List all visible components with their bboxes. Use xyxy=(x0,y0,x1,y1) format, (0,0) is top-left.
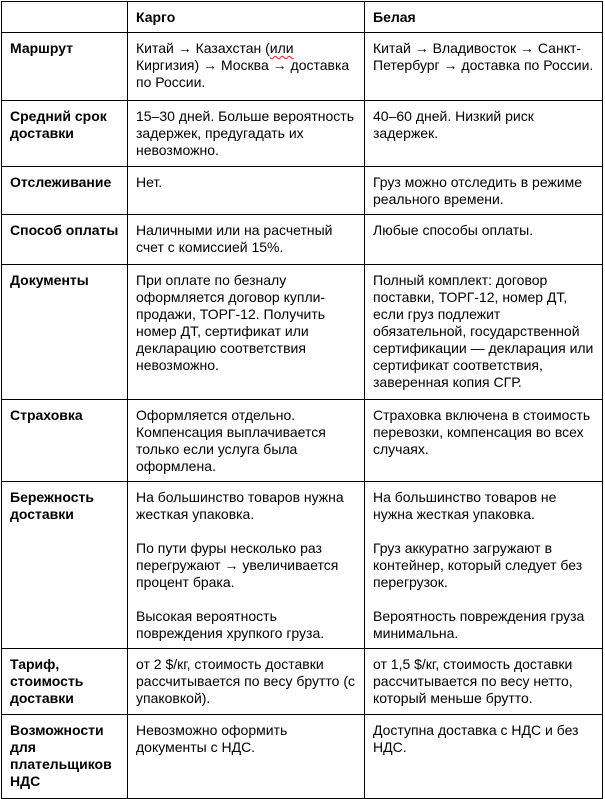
white-care-paragraph-3: Вероятность повреждения груза минимальна. xyxy=(373,608,585,641)
cargo-care-paragraph-2: По пути фуры несколько раз перегружают → увеличивается процент брака. xyxy=(136,540,339,590)
cargo-cell-route xyxy=(128,33,365,101)
header-corner-cell xyxy=(2,2,128,33)
cargo-vat-text: Невозможно оформить документы с НДС. xyxy=(136,722,288,755)
cargo-tariff-text: от 2 $/кг, стоимость доставки рассчитывается по весу брутто (с упаковкой). xyxy=(136,656,355,706)
cargo-care-paragraph-1: На большинство товаров нужна жесткая упаковка. xyxy=(136,489,344,522)
white-care-paragraph-2: Груз аккуратно загружают в контейнер, который следует без перегрузок. xyxy=(373,540,583,590)
cargo-cell-payment xyxy=(128,215,365,265)
white-vat-text: Доступна доставка с НДС и без НДС. xyxy=(373,722,579,755)
row-label-delivery-time: Средний срок доставки xyxy=(2,101,128,167)
cargo-cell-care xyxy=(128,482,365,649)
white-care-paragraph-1: На большинство товаров не нужна жесткая упаковка. xyxy=(373,489,557,522)
header-cargo-cell: Карго xyxy=(128,2,365,33)
table-row-route xyxy=(2,33,603,101)
row-label-care: Бережность доставки xyxy=(2,482,128,649)
row-label-tracking: Отслеживание xyxy=(2,167,128,215)
white-payment-text: Любые способы оплаты. xyxy=(373,222,534,238)
table-row-care xyxy=(2,482,603,649)
cargo-cell-vat xyxy=(128,715,365,799)
white-insurance-text: Страховка включена в стоимость перевозки, компенсация во всех случаях. xyxy=(373,407,591,457)
cargo-route-text-2: Киргизия) → Москва → доставка по России. xyxy=(136,57,350,90)
table-row-payment xyxy=(2,215,603,265)
table-row-delivery-time xyxy=(2,101,603,167)
white-cell-insurance xyxy=(365,400,603,482)
row-label-insurance: Страховка xyxy=(2,400,128,482)
header-row xyxy=(2,2,603,33)
table-row-vat xyxy=(2,715,603,799)
cargo-documents-text: При оплате по безналу оформляется договор купли-продажи, ТОРГ-12. Получить номер ДТ, сертификат или декларацию соответствия невозможно. xyxy=(136,272,326,373)
white-cell-delivery-time xyxy=(365,101,603,167)
cargo-insurance-text: Оформляется отдельно. Компенсация выплачивается только если услуга была оформлена. xyxy=(136,407,326,474)
cargo-vs-white-comparison-table xyxy=(1,1,603,799)
cargo-cell-documents xyxy=(128,265,365,400)
cargo-care-paragraph-3: Высокая вероятность повреждения хрупкого груза. xyxy=(136,608,325,641)
white-cell-tariff xyxy=(365,649,603,715)
row-label-route: Маршрут xyxy=(2,33,128,101)
table-row-insurance xyxy=(2,400,603,482)
row-label-tariff: Тариф, стоимость доставки xyxy=(2,649,128,715)
header-white-cell: Белая xyxy=(365,2,603,33)
cargo-route-spellcheck-word: или xyxy=(269,40,294,56)
table-row-documents xyxy=(2,265,603,400)
cargo-cell-insurance xyxy=(128,400,365,482)
cargo-tracking-text: Нет. xyxy=(136,174,163,190)
cargo-cell-delivery-time xyxy=(128,101,365,167)
white-cell-route xyxy=(365,33,603,101)
white-cell-tracking xyxy=(365,167,603,215)
white-cell-payment xyxy=(365,215,603,265)
cargo-payment-text: Наличными или на расчетный счет с комиссией 15%. xyxy=(136,222,333,255)
white-documents-text: Полный комплект: договор поставки, ТОРГ-12, номер ДТ, если груз подлежит обязательной, государственной сертификации — декларация или сертификат соответствия, заверенная копия СГР. xyxy=(373,272,594,390)
table-row-tariff xyxy=(2,649,603,715)
cargo-delivery-time-text: 15–30 дней. Больше вероятность задержек, предугадать их невозможно. xyxy=(136,108,354,158)
row-label-payment: Способ оплаты xyxy=(2,215,128,265)
white-cell-vat xyxy=(365,715,603,799)
cargo-cell-tariff xyxy=(128,649,365,715)
white-cell-care xyxy=(365,482,603,649)
white-cell-documents xyxy=(365,265,603,400)
cargo-route-text-1: Китай → Казахстан ( xyxy=(136,40,270,56)
table-row-tracking xyxy=(2,167,603,215)
white-delivery-time-text: 40–60 дней. Низкий риск задержек. xyxy=(373,108,534,141)
cargo-cell-tracking xyxy=(128,167,365,215)
white-route-text: Китай → Владивосток → Санкт-Петербург → доставка по России. xyxy=(373,40,594,73)
white-tariff-text: от 1,5 $/кг, стоимость доставки рассчитывается по весу нетто, который меньше брутто. xyxy=(373,656,573,706)
comparison-table-wrapper xyxy=(1,1,603,799)
white-tracking-text: Груз можно отследить в режиме реального времени. xyxy=(373,174,583,207)
row-label-vat: Возможности для плательщиков НДС xyxy=(2,715,128,799)
row-label-documents: Документы xyxy=(2,265,128,400)
